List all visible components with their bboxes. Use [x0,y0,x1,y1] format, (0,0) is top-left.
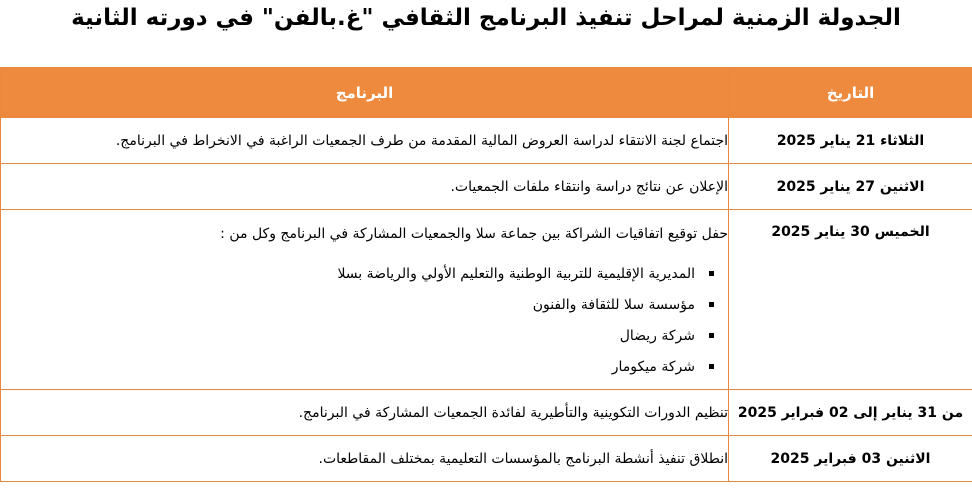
list-item [1,289,714,320]
schedule-table [0,67,972,482]
table-row [1,436,972,482]
square-bullet-icon [709,302,714,307]
date-cell: الثلاثاء 21 يناير 2025 [729,118,972,164]
program-cell: تنظيم الدورات التكوينية والتأطيرية لفائدة الجمعيات المشاركة في البرنامج. [1,390,729,436]
list-item [1,351,714,382]
program-cell: اجتماع لجنة الانتقاء لدراسة العروض المالية المقدمة من طرف الجمعيات الراغبة في الانخراط في البرنامج. [1,118,729,164]
table-row [1,210,972,390]
column-header-program: البرنامج [1,68,729,118]
date-cell: الاثنين 27 يناير 2025 [729,164,972,210]
program-cell: انطلاق تنفيذ أنشطة البرنامج بالمؤسسات التعليمية بمختلف المقاطعات. [1,436,729,482]
program-intro: حفل توقيع اتفاقيات الشراكة بين جماعة سلا والجمعيات المشاركة في البرنامج وكل من : [220,226,728,242]
table-header-row [1,68,972,118]
column-header-date: التاريخ [729,68,972,118]
date-cell: الاثنين 03 فبراير 2025 [729,436,972,482]
date-cell: الخميس 30 يناير 2025 [729,210,972,390]
list-item-text: مؤسسة سلا للثقافة والفنون [532,296,695,313]
list-item-text: شركة ميكومار [611,358,695,375]
table-row [1,390,972,436]
page-title: الجدولة الزمنية لمراحل تنفيذ البرنامج الثقافي "غ.بالفن" في دورته الثانية [71,5,901,31]
table-row [1,118,972,164]
partner-list [1,258,728,382]
list-item [1,320,714,351]
table-row [1,164,972,210]
square-bullet-icon [709,333,714,338]
list-item-text: شركة ريضال [619,327,695,344]
list-item-text: المديرية الإقليمية للتربية الوطنية والتعليم الأولي والرياضة بسلا [337,265,695,282]
program-cell: الإعلان عن نتائج دراسة وانتقاء ملفات الجمعيات. [1,164,729,210]
program-cell [1,210,729,390]
date-cell: من 31 يناير إلى 02 فبراير 2025 [729,390,972,436]
square-bullet-icon [709,364,714,369]
list-item [1,258,714,289]
square-bullet-icon [709,271,714,276]
